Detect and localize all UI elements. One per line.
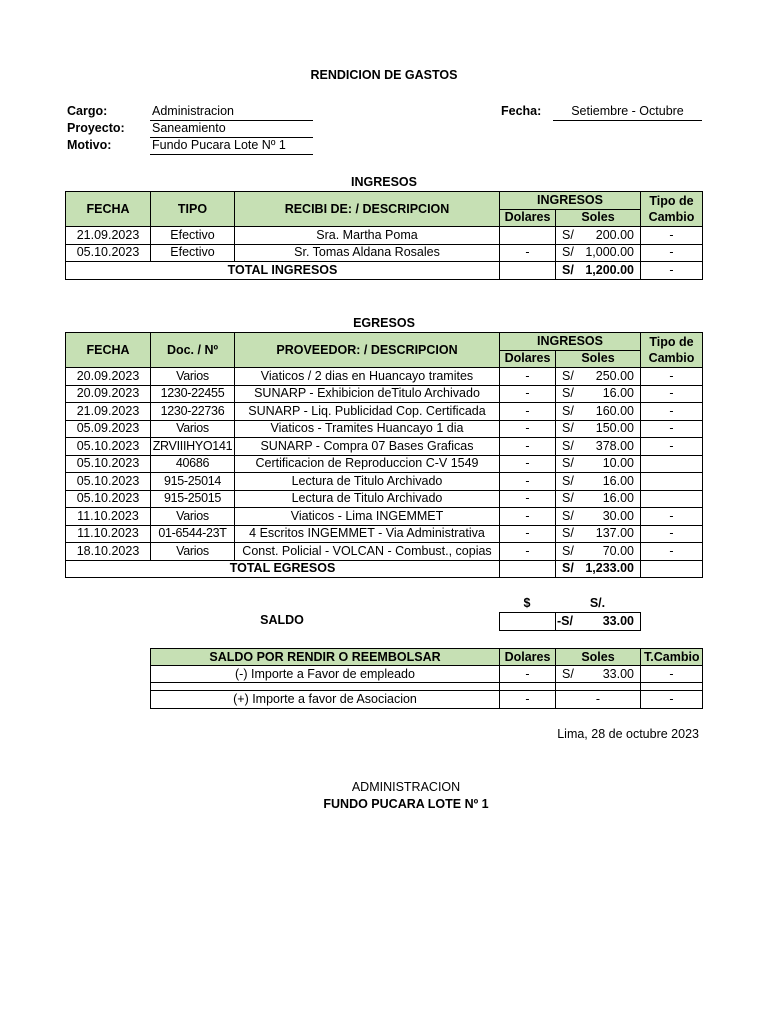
soles-amount: 150.00 [595, 421, 634, 436]
fecha-value: Setiembre - Octubre [571, 104, 684, 118]
currency-symbol: S/ [562, 227, 574, 242]
descripcion-cell: SUNARP - Compra 07 Bases Graficas [235, 438, 500, 456]
tipo-cambio-cell: - [641, 666, 703, 683]
table-row [66, 227, 703, 245]
place-date: Lima, 28 de octubre 2023 [557, 727, 699, 741]
soles-cell [556, 368, 641, 386]
dolares-cell: - [500, 543, 556, 561]
dolares-cell: - [500, 403, 556, 421]
table-row [66, 438, 703, 456]
soles-amount-box [562, 439, 634, 454]
doc-cell: 1230-22736 [151, 403, 235, 421]
table-row [66, 508, 703, 526]
fecha-cell: 05.10.2023 [66, 455, 151, 473]
table-row [66, 473, 703, 491]
total-label: TOTAL INGRESOS [66, 262, 500, 280]
dolares-cell: - [500, 525, 556, 543]
soles-amount-box [562, 491, 634, 506]
egresos-title: EGRESOS [353, 316, 415, 330]
tipo-cambio-cell [641, 490, 703, 508]
descripcion-cell: Certificacion de Reproduccion C-V 1549 [235, 455, 500, 473]
fecha-cell: 18.10.2023 [66, 543, 151, 561]
total-tipo-cambio-cell: - [641, 262, 703, 280]
fecha-cell: 11.10.2023 [66, 508, 151, 526]
table-row [66, 420, 703, 438]
tipo-cambio-header: Tipo de Cambio [641, 192, 703, 227]
doc-cell: ZRVIIIHYO141 [151, 438, 235, 456]
descripcion-cell: Viaticos - Lima INGEMMET [235, 508, 500, 526]
soles-amount: 70.00 [602, 543, 634, 558]
currency-symbol: S/ [562, 386, 574, 401]
fecha-cell: 21.09.2023 [66, 403, 151, 421]
soles-cell [556, 508, 641, 526]
concepto-cell: (+) Importe a favor de Asociacion [151, 691, 500, 709]
table-row [66, 385, 703, 403]
doc-cell: Varios [151, 508, 235, 526]
soles-cell [556, 543, 641, 561]
dolares-cell: - [500, 455, 556, 473]
doc-cell: 915-25014 [151, 473, 235, 491]
dolares-cell: - [500, 666, 556, 683]
dolares-cell: - [500, 385, 556, 403]
spacer-row [151, 683, 703, 691]
table-row [151, 691, 703, 709]
soles-cell [556, 666, 641, 683]
tipo-cambio-cell: - [641, 385, 703, 403]
descripcion-cell: Sr. Tomas Aldana Rosales [235, 244, 500, 262]
tipo-cell: Efectivo [151, 227, 235, 245]
saldo-dolares-cell [500, 613, 556, 631]
dolares-cell: - [500, 490, 556, 508]
table-row [151, 666, 703, 683]
soles-cell [556, 560, 641, 578]
spacer-cell [151, 683, 500, 691]
soles-header: Soles [556, 649, 641, 666]
fecha-label: Fecha: [501, 104, 542, 118]
descripcion-cell: Const. Policial - VOLCAN - Combust., copias [235, 543, 500, 561]
currency-symbol: S/ [562, 508, 574, 523]
currency-symbol: -S/ [557, 614, 573, 628]
soles-amount-box [562, 509, 634, 524]
soles-amount: 33.00 [602, 666, 634, 681]
soles-amount-box [562, 474, 634, 489]
fecha-cell: 05.10.2023 [66, 244, 151, 262]
currency-symbol: S/ [562, 491, 574, 506]
descripcion-cell: SUNARP - Liq. Publicidad Cop. Certificada [235, 403, 500, 421]
ingresos-group-header: INGRESOS [500, 333, 641, 351]
egresos-table-body [66, 368, 703, 578]
tipo-cambio-cell: - [641, 244, 703, 262]
soles-cell [556, 473, 641, 491]
saldo-amount: 33.00 [602, 614, 634, 628]
fecha-cell: 05.10.2023 [66, 438, 151, 456]
dolares-cell: - [500, 420, 556, 438]
motivo-label: Motivo: [67, 138, 112, 152]
concepto-header: SALDO POR RENDIR O REEMBOLSAR [151, 649, 500, 666]
dolares-cell: - [500, 691, 556, 709]
soles-amount: 160.00 [595, 403, 634, 418]
soles-amount-box [562, 386, 634, 401]
total-row [66, 560, 703, 578]
doc-cell: 1230-22455 [151, 385, 235, 403]
saldo-box [499, 612, 641, 631]
fecha-header: FECHA [66, 192, 151, 227]
spacer-cell [556, 683, 641, 691]
soles-amount-box [562, 544, 634, 559]
tipo-cambio-cell: - [641, 420, 703, 438]
motivo-underline [150, 154, 313, 155]
descripcion-cell: Viaticos - Tramites Huancayo 1 dia [235, 420, 500, 438]
spacer-cell [500, 683, 556, 691]
doc-cell: 40686 [151, 455, 235, 473]
soles-cell [556, 385, 641, 403]
total-row [66, 262, 703, 280]
fecha-underline [553, 120, 702, 121]
doc-cell: Varios [151, 368, 235, 386]
soles-amount-box [562, 526, 634, 541]
fecha-cell: 05.10.2023 [66, 473, 151, 491]
fecha-cell: 05.10.2023 [66, 490, 151, 508]
doc-cell: Varios [151, 420, 235, 438]
cargo-label: Cargo: [67, 104, 108, 118]
soles-header: Soles [556, 209, 641, 227]
soles-cell [556, 455, 641, 473]
tipo-cambio-header: T.Cambio [641, 649, 703, 666]
soles-amount: 16.00 [602, 473, 634, 488]
spacer-cell [641, 683, 703, 691]
soles-cell [556, 525, 641, 543]
tipo-cell: Efectivo [151, 244, 235, 262]
tipo-cambio-header: Tipo de Cambio [641, 333, 703, 368]
fecha-cell: 11.10.2023 [66, 525, 151, 543]
dolares-cell: - [500, 244, 556, 262]
table-row [66, 490, 703, 508]
soles-cell: - [556, 691, 641, 709]
tipo-cambio-cell: - [641, 368, 703, 386]
total-tipo-cambio-cell [641, 560, 703, 578]
descripcion-header: PROVEEDOR: / DESCRIPCION [235, 333, 500, 368]
currency-symbol: S/ [562, 421, 574, 436]
descripcion-cell: Sra. Martha Poma [235, 227, 500, 245]
descripcion-cell: Viaticos / 2 dias en Huancayo tramites [235, 368, 500, 386]
soles-amount-box [562, 245, 634, 260]
signature-entity: FUNDO PUCARA LOTE Nº 1 [323, 797, 489, 811]
soles-amount: 30.00 [602, 508, 634, 523]
soles-amount: 10.00 [602, 456, 634, 471]
fecha-cell: 20.09.2023 [66, 368, 151, 386]
tipo-cambio-cell: - [641, 403, 703, 421]
tipo-cambio-cell [641, 455, 703, 473]
soles-amount: 16.00 [602, 386, 634, 401]
table-row [66, 403, 703, 421]
table-row [66, 455, 703, 473]
currency-symbol: S/ [562, 666, 574, 681]
total-dolares-cell [500, 262, 556, 280]
currency-symbol: S/ [562, 561, 574, 576]
proyecto-value: Saneamiento [152, 121, 226, 135]
tipo-cambio-cell: - [641, 508, 703, 526]
table-row [66, 543, 703, 561]
currency-symbol: S/ [562, 403, 574, 418]
soles-amount: 378.00 [595, 438, 634, 453]
ingresos-title: INGRESOS [351, 175, 417, 189]
currency-symbol: S/ [562, 245, 574, 260]
soles-amount-box [562, 228, 634, 243]
saldo-label: SALDO [260, 613, 304, 627]
concepto-cell: (-) Importe a Favor de empleado [151, 666, 500, 683]
saldo-amount-box [557, 614, 634, 629]
currency-symbol: S/ [562, 368, 574, 383]
egresos-table-header [66, 333, 703, 368]
soles-amount: 1,000.00 [585, 245, 634, 260]
ingresos-group-header: INGRESOS [500, 192, 641, 210]
soles-cell [556, 403, 641, 421]
table-row [66, 244, 703, 262]
currency-symbol: S/ [562, 543, 574, 558]
tipo-cambio-cell: - [641, 525, 703, 543]
ingresos-table [65, 191, 703, 280]
tipo-cambio-cell: - [641, 227, 703, 245]
descripcion-header: RECIBI DE: / DESCRIPCION [235, 192, 500, 227]
reembolso-table [150, 648, 703, 709]
soles-amount-box [562, 667, 634, 682]
soles-amount-box [562, 404, 634, 419]
fecha-header: FECHA [66, 333, 151, 368]
soles-amount: 137.00 [595, 526, 634, 541]
dolares-header: Dolares [500, 209, 556, 227]
cargo-value: Administracion [152, 104, 234, 118]
fecha-cell: 21.09.2023 [66, 227, 151, 245]
currency-symbol: S/ [562, 526, 574, 541]
fecha-cell: 05.09.2023 [66, 420, 151, 438]
saldo-dolares-header: $ [523, 596, 531, 610]
soles-amount-box [562, 369, 634, 384]
dolares-cell: - [500, 508, 556, 526]
total-dolares-cell [500, 560, 556, 578]
dolares-header: Dolares [500, 350, 556, 368]
dolares-cell [500, 227, 556, 245]
table-row [66, 525, 703, 543]
currency-symbol: S/ [562, 262, 574, 277]
tipo-cambio-cell [641, 473, 703, 491]
egresos-table [65, 332, 703, 578]
soles-amount-box [562, 456, 634, 471]
descripcion-cell: Lectura de Titulo Archivado [235, 490, 500, 508]
descripcion-cell: 4 Escritos INGEMMET - Via Administrativa [235, 525, 500, 543]
soles-cell [556, 438, 641, 456]
dolares-cell: - [500, 368, 556, 386]
soles-amount: 16.00 [602, 491, 634, 506]
descripcion-cell: SUNARP - Exhibicion deTitulo Archivado [235, 385, 500, 403]
dolares-header: Dolares [500, 649, 556, 666]
doc-header: Doc. / Nº [151, 333, 235, 368]
currency-symbol: S/ [562, 473, 574, 488]
document-title: RENDICION DE GASTOS [310, 68, 458, 82]
currency-symbol: S/ [562, 456, 574, 471]
reembolso-header-row [151, 649, 703, 666]
dolares-cell: - [500, 473, 556, 491]
dolares-cell: - [500, 438, 556, 456]
currency-symbol: S/ [562, 438, 574, 453]
soles-cell [556, 262, 641, 280]
soles-header: Soles [556, 350, 641, 368]
descripcion-cell: Lectura de Titulo Archivado [235, 473, 500, 491]
proyecto-label: Proyecto: [67, 121, 125, 135]
soles-cell [556, 420, 641, 438]
soles-amount: 200.00 [595, 227, 634, 242]
ingresos-table-header [66, 192, 703, 227]
soles-amount: 1,233.00 [585, 561, 634, 576]
doc-cell: Varios [151, 543, 235, 561]
motivo-value: Fundo Pucara Lote Nº 1 [152, 138, 286, 152]
total-label: TOTAL EGRESOS [66, 560, 500, 578]
soles-amount: 250.00 [595, 368, 634, 383]
saldo-soles-cell [556, 613, 641, 631]
doc-cell: 01-6544-23T [151, 525, 235, 543]
tipo-cambio-cell: - [641, 543, 703, 561]
soles-amount-box [562, 561, 634, 576]
soles-cell [556, 244, 641, 262]
tipo-header: TIPO [151, 192, 235, 227]
doc-cell: 915-25015 [151, 490, 235, 508]
saldo-soles-header: S/. [589, 596, 606, 610]
ingresos-table-body [66, 227, 703, 280]
tipo-cambio-cell: - [641, 438, 703, 456]
table-row [66, 368, 703, 386]
saldo-row [500, 613, 641, 631]
fecha-cell: 20.09.2023 [66, 385, 151, 403]
soles-amount-box [562, 263, 634, 278]
soles-amount-box [562, 421, 634, 436]
soles-cell [556, 490, 641, 508]
soles-amount: 1,200.00 [585, 262, 634, 277]
tipo-cambio-cell: - [641, 691, 703, 709]
signature-title: ADMINISTRACION [351, 780, 461, 794]
soles-cell [556, 227, 641, 245]
